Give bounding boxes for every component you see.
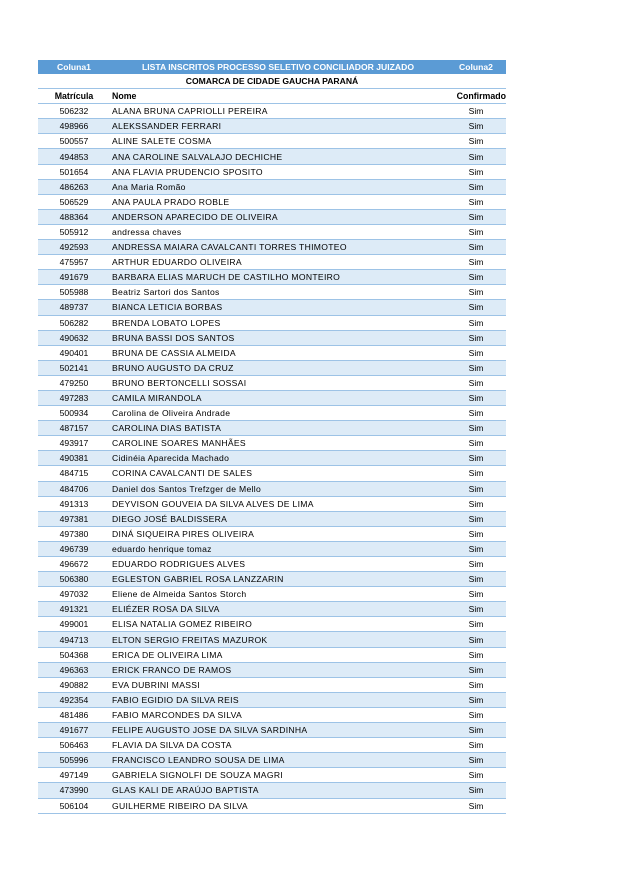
table-row (38, 300, 506, 315)
cell-nome: BRUNO AUGUSTO DA CRUZ (110, 360, 446, 375)
cell-nome: FELIPE AUGUSTO JOSE DA SILVA SARDINHA (110, 723, 446, 738)
cell-matricula: 486263 (38, 179, 110, 194)
table-row (38, 436, 506, 451)
cell-confirmado: Sim (446, 179, 506, 194)
header-col2[interactable]: Coluna2 (446, 60, 506, 74)
table-row (38, 104, 506, 119)
cell-nome: BRUNA BASSI DOS SANTOS (110, 330, 446, 345)
cell-confirmado: Sim (446, 557, 506, 572)
cell-nome: ARTHUR EDUARDO OLIVEIRA (110, 255, 446, 270)
column-header-nome: Nome (110, 89, 446, 104)
table-row (38, 662, 506, 677)
table-row (38, 330, 506, 345)
cell-matricula: 496739 (38, 541, 110, 556)
table-row (38, 360, 506, 375)
cell-confirmado: Sim (446, 496, 506, 511)
table-row (38, 753, 506, 768)
cell-matricula: 479250 (38, 375, 110, 390)
cell-confirmado: Sim (446, 300, 506, 315)
table-row (38, 602, 506, 617)
table-row (38, 255, 506, 270)
cell-confirmado: Sim (446, 360, 506, 375)
table-row (38, 451, 506, 466)
cell-confirmado: Sim (446, 149, 506, 164)
cell-confirmado: Sim (446, 164, 506, 179)
cell-nome: ANA FLAVIA PRUDENCIO SPOSITO (110, 164, 446, 179)
cell-nome: Beatriz Sartori dos Santos (110, 285, 446, 300)
cell-confirmado: Sim (446, 421, 506, 436)
cell-confirmado: Sim (446, 375, 506, 390)
cell-confirmado: Sim (446, 572, 506, 587)
cell-matricula: 498966 (38, 119, 110, 134)
cell-nome: CAROLINA DIAS BATISTA (110, 421, 446, 436)
cell-confirmado: Sim (446, 768, 506, 783)
cell-confirmado: Sim (446, 677, 506, 692)
cell-nome: ELTON SERGIO FREITAS MAZUROK (110, 632, 446, 647)
cell-matricula: 487157 (38, 421, 110, 436)
cell-nome: ELIÉZER ROSA DA SILVA (110, 602, 446, 617)
cell-matricula: 505988 (38, 285, 110, 300)
table-row (38, 390, 506, 405)
cell-confirmado: Sim (446, 541, 506, 556)
table-row (38, 647, 506, 662)
cell-nome: FABIO MARCONDES DA SILVA (110, 707, 446, 722)
cell-matricula: 491313 (38, 496, 110, 511)
cell-nome: BRUNO BERTONCELLI SOSSAI (110, 375, 446, 390)
candidates-table (38, 60, 506, 814)
cell-confirmado: Sim (446, 798, 506, 813)
cell-nome: ERICA DE OLIVEIRA LIMA (110, 647, 446, 662)
cell-matricula: 473990 (38, 783, 110, 798)
table-row (38, 541, 506, 556)
table-row (38, 194, 506, 209)
cell-confirmado: Sim (446, 209, 506, 224)
cell-nome: andressa chaves (110, 224, 446, 239)
cell-nome: eduardo henrique tomaz (110, 541, 446, 556)
cell-nome: ALEKSSANDER FERRARI (110, 119, 446, 134)
table-row (38, 692, 506, 707)
table-row (38, 798, 506, 813)
table-row (38, 285, 506, 300)
cell-matricula: 494713 (38, 632, 110, 647)
cell-nome: CAROLINE SOARES MANHÃES (110, 436, 446, 451)
cell-nome: DEYVISON GOUVEIA DA SILVA ALVES DE LIMA (110, 496, 446, 511)
cell-confirmado: Sim (446, 526, 506, 541)
table-row (38, 632, 506, 647)
table-row (38, 375, 506, 390)
column-headers (38, 89, 506, 104)
cell-matricula: 490401 (38, 345, 110, 360)
cell-confirmado: Sim (446, 390, 506, 405)
cell-matricula: 494853 (38, 149, 110, 164)
comarca-title: COMARCA DE CIDADE GAUCHA PARANÁ (38, 74, 506, 89)
table-row (38, 421, 506, 436)
table-row (38, 466, 506, 481)
table-row (38, 526, 506, 541)
cell-confirmado: Sim (446, 602, 506, 617)
cell-matricula: 490882 (38, 677, 110, 692)
table-row (38, 707, 506, 722)
cell-confirmado: Sim (446, 315, 506, 330)
table-row (38, 345, 506, 360)
cell-matricula: 488364 (38, 209, 110, 224)
cell-matricula: 506282 (38, 315, 110, 330)
cell-confirmado: Sim (446, 707, 506, 722)
cell-confirmado: Sim (446, 194, 506, 209)
cell-confirmado: Sim (446, 647, 506, 662)
cell-nome: GLAS KALI DE ARAÚJO BAPTISTA (110, 783, 446, 798)
table-row (38, 209, 506, 224)
cell-confirmado: Sim (446, 783, 506, 798)
cell-matricula: 491321 (38, 602, 110, 617)
cell-nome: ANDRESSA MAIARA CAVALCANTI TORRES THIMOTEO (110, 240, 446, 255)
cell-matricula: 506463 (38, 738, 110, 753)
cell-matricula: 489737 (38, 300, 110, 315)
cell-nome: Carolina de Oliveira Andrade (110, 406, 446, 421)
subheader-row (38, 74, 506, 89)
column-header-matricula: Matrícula (38, 89, 110, 104)
header-title[interactable]: LISTA INSCRITOS PROCESSO SELETIVO CONCILIADOR JUIZADO (110, 60, 446, 74)
spreadsheet (38, 60, 506, 814)
table-row (38, 149, 506, 164)
table-row (38, 224, 506, 239)
cell-matricula: 497380 (38, 526, 110, 541)
cell-confirmado: Sim (446, 466, 506, 481)
table-header-bar (38, 60, 506, 74)
cell-matricula: 491679 (38, 270, 110, 285)
cell-matricula: 497381 (38, 511, 110, 526)
cell-confirmado: Sim (446, 119, 506, 134)
table-row (38, 134, 506, 149)
table-row (38, 496, 506, 511)
cell-confirmado: Sim (446, 511, 506, 526)
cell-nome: DIEGO JOSÉ BALDISSERA (110, 511, 446, 526)
cell-nome: ANA CAROLINE SALVALAJO DECHICHE (110, 149, 446, 164)
cell-nome: Daniel dos Santos Trefzger de Mello (110, 481, 446, 496)
cell-nome: ANDERSON APARECIDO DE OLIVEIRA (110, 209, 446, 224)
cell-nome: ANA PAULA PRADO ROBLE (110, 194, 446, 209)
cell-matricula: 500557 (38, 134, 110, 149)
cell-matricula: 506529 (38, 194, 110, 209)
cell-nome: ALINE SALETE COSMA (110, 134, 446, 149)
cell-confirmado: Sim (446, 692, 506, 707)
cell-matricula: 501654 (38, 164, 110, 179)
cell-matricula: 504368 (38, 647, 110, 662)
cell-confirmado: Sim (446, 104, 506, 119)
cell-confirmado: Sim (446, 481, 506, 496)
table-row (38, 270, 506, 285)
cell-matricula: 497149 (38, 768, 110, 783)
table-row (38, 738, 506, 753)
cell-confirmado: Sim (446, 270, 506, 285)
cell-confirmado: Sim (446, 406, 506, 421)
cell-matricula: 505996 (38, 753, 110, 768)
cell-nome: Ana Maria Romão (110, 179, 446, 194)
cell-nome: GABRIELA SIGNOLFI DE SOUZA MAGRI (110, 768, 446, 783)
table-row (38, 511, 506, 526)
cell-matricula: 492354 (38, 692, 110, 707)
cell-confirmado: Sim (446, 224, 506, 239)
cell-confirmado: Sim (446, 451, 506, 466)
cell-nome: FLAVIA DA SILVA DA COSTA (110, 738, 446, 753)
table-row (38, 406, 506, 421)
cell-nome: BARBARA ELIAS MARUCH DE CASTILHO MONTEIRO (110, 270, 446, 285)
table-row (38, 164, 506, 179)
table-row (38, 723, 506, 738)
cell-nome: FABIO EGIDIO DA SILVA REIS (110, 692, 446, 707)
cell-matricula: 506104 (38, 798, 110, 813)
cell-nome: EGLESTON GABRIEL ROSA LANZZARIN (110, 572, 446, 587)
cell-confirmado: Sim (446, 285, 506, 300)
cell-confirmado: Sim (446, 345, 506, 360)
cell-nome: EDUARDO RODRIGUES ALVES (110, 557, 446, 572)
header-col1[interactable]: Coluna1 (38, 60, 110, 74)
cell-matricula: 484706 (38, 481, 110, 496)
cell-nome: BRENDA LOBATO LOPES (110, 315, 446, 330)
cell-confirmado: Sim (446, 753, 506, 768)
cell-confirmado: Sim (446, 662, 506, 677)
cell-matricula: 490381 (38, 451, 110, 466)
cell-nome: BIANCA LETICIA BORBAS (110, 300, 446, 315)
cell-confirmado: Sim (446, 330, 506, 345)
cell-nome: ERICK FRANCO DE RAMOS (110, 662, 446, 677)
cell-confirmado: Sim (446, 255, 506, 270)
cell-matricula: 497032 (38, 587, 110, 602)
cell-matricula: 497283 (38, 390, 110, 405)
cell-matricula: 506380 (38, 572, 110, 587)
cell-nome: CORINA CAVALCANTI DE SALES (110, 466, 446, 481)
cell-matricula: 496363 (38, 662, 110, 677)
table-row (38, 572, 506, 587)
cell-matricula: 475957 (38, 255, 110, 270)
table-row (38, 617, 506, 632)
cell-matricula: 491677 (38, 723, 110, 738)
table-row (38, 557, 506, 572)
cell-nome: EVA DUBRINI MASSI (110, 677, 446, 692)
cell-matricula: 496672 (38, 557, 110, 572)
cell-nome: BRUNA DE CASSIA ALMEIDA (110, 345, 446, 360)
cell-nome: CAMILA MIRANDOLA (110, 390, 446, 405)
cell-confirmado: Sim (446, 617, 506, 632)
table-row (38, 783, 506, 798)
cell-matricula: 481486 (38, 707, 110, 722)
table-row (38, 240, 506, 255)
cell-confirmado: Sim (446, 632, 506, 647)
cell-matricula: 492593 (38, 240, 110, 255)
cell-confirmado: Sim (446, 240, 506, 255)
cell-nome: GUILHERME RIBEIRO DA SILVA (110, 798, 446, 813)
column-header-confirmado: Confirmado (446, 89, 506, 104)
cell-confirmado: Sim (446, 134, 506, 149)
cell-matricula: 505912 (38, 224, 110, 239)
cell-matricula: 499001 (38, 617, 110, 632)
table-row (38, 315, 506, 330)
table-row (38, 587, 506, 602)
cell-confirmado: Sim (446, 723, 506, 738)
cell-nome: Cidinéia Aparecida Machado (110, 451, 446, 466)
cell-nome: ELISA NATALIA GOMEZ RIBEIRO (110, 617, 446, 632)
cell-confirmado: Sim (446, 738, 506, 753)
cell-nome: ALANA BRUNA CAPRIOLLI PEREIRA (110, 104, 446, 119)
cell-nome: Eliene de Almeida Santos Storch (110, 587, 446, 602)
cell-confirmado: Sim (446, 587, 506, 602)
cell-matricula: 500934 (38, 406, 110, 421)
cell-confirmado: Sim (446, 436, 506, 451)
cell-matricula: 506232 (38, 104, 110, 119)
cell-matricula: 484715 (38, 466, 110, 481)
table-row (38, 179, 506, 194)
table-row (38, 768, 506, 783)
cell-matricula: 490632 (38, 330, 110, 345)
cell-matricula: 493917 (38, 436, 110, 451)
table-row (38, 677, 506, 692)
table-row (38, 481, 506, 496)
cell-matricula: 502141 (38, 360, 110, 375)
table-row (38, 119, 506, 134)
cell-nome: DINÁ SIQUEIRA PIRES OLIVEIRA (110, 526, 446, 541)
cell-nome: FRANCISCO LEANDRO SOUSA DE LIMA (110, 753, 446, 768)
